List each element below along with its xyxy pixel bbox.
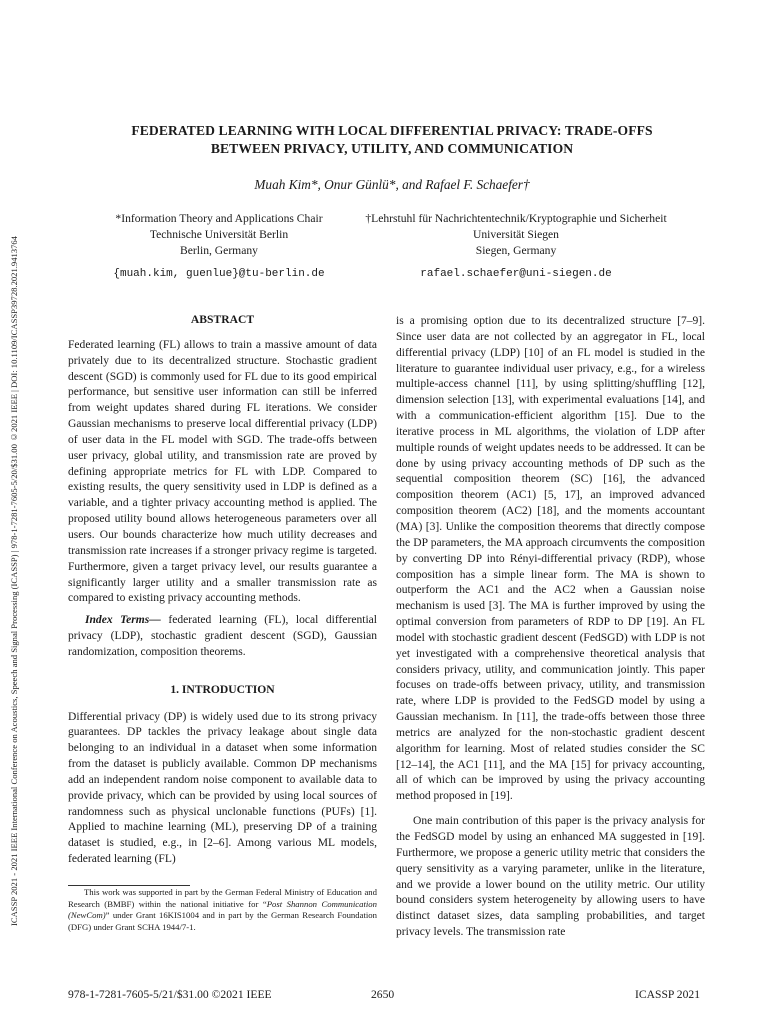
footnote-text-a: This work was supported in part by the German Federal Ministry of Education and Research (BMBF) within the national initiative for “ xyxy=(68,887,377,909)
footer-conference: ICASSP 2021 xyxy=(635,988,700,1001)
paper-title xyxy=(60,122,724,158)
affiliation-left-line-2: Technische Universität Berlin xyxy=(149,228,289,241)
affiliation-right xyxy=(346,211,686,282)
index-terms xyxy=(68,613,377,661)
footer-page-number: 2650 xyxy=(371,988,395,1001)
affiliation-right-line-1: †Lehrstuhl für Nachrichtentechnik/Kryptographie und Sicherheit xyxy=(365,212,667,225)
affiliation-right-line-3: Siegen, Germany xyxy=(475,244,557,257)
abstract-heading: ABSTRACT xyxy=(190,313,255,326)
affiliation-left-line-3: Berlin, Germany xyxy=(180,244,258,257)
affiliation-left-line-1: *Information Theory and Applications Chair xyxy=(115,212,323,225)
left-column xyxy=(68,312,377,868)
abstract-body: Federated learning (FL) allows to train a massive amount of data privately due to its decentralized structure. Stochastic gradient descent (SGD) is commonly used for FL due to its good empirical performance, but sensitive user information can still be inferred from weight updates shared during FL iterations. We consider Gaussian mechanisms to preserve local differential privacy (LDP) of user data in the FL model with SGD. The trade-offs between user privacy, global utility, and transmission rate are proved by defining appropriate metrics for FL with LDP. Compared to existing results, the query sensitivity used in LDP is defined as a variable, and a tighter privacy accounting method is applied. The proposed utility bound allows heterogeneous parameters over all users. Our bounds characterize how much utility decreases and transmission rate increases if a stronger privacy regime is targeted. Furthermore, given a target privacy level, our results guarantee a significantly larger utility and a smaller transmission rate as compared to existing privacy accounting methods. xyxy=(68,338,377,605)
footer-isbn: 978-1-7281-7605-5/21/$31.00 ©2021 IEEE xyxy=(68,988,272,1001)
index-terms-label: Index Terms— xyxy=(85,614,161,627)
introduction-paragraph-1: Differential privacy (DP) is widely used due to its strong privacy guarantees. DP tackles the privacy leakage about single data belonging to an individual in a dataset when some information from the dataset is publicly available. Common DP mechanisms add an independent random noise component to available data to provide privacy, which can be provided by using local sources of randomness such as physical unclonable functions (PUFs) [1]. Applied to machine learning (ML), preserving DP of a training dataset is studied, e.g., in [2–6]. Among various ML models, federated learning (FL) xyxy=(68,710,377,866)
doi-side-stamp: ICASSP 2021 - 2021 IEEE International Conference on Acoustics, Speech and Signal Processing (ICASSP) | 978-1-7281-7605-5/20/$31.00 ©2021 IEEE | DOI: 10.1109/ICASSP39728.2021.9413764 xyxy=(9,236,19,926)
introduction-heading: 1. INTRODUCTION xyxy=(170,682,275,696)
footnote-italic: Post Shannon Communication (NewCom) xyxy=(68,898,377,921)
paper-title-line-1: FEDERATED LEARNING WITH LOCAL DIFFERENTIAL PRIVACY: TRADE-OFFS xyxy=(131,123,653,138)
index-terms-text: federated learning (FL), local differential privacy (LDP), stochastic gradient descent (SGD), Gaussian randomization, composition theorems. xyxy=(68,614,377,658)
footnote-rule xyxy=(68,885,190,886)
right-column xyxy=(396,314,705,941)
footnote-text-b: ” under Grant 16KIS1004 and in part by the German Research Foundation (DFG) under Grant SCHA 1944/7-1. xyxy=(68,910,377,932)
funding-footnote xyxy=(68,887,377,933)
affiliation-left-email[interactable]: {muah.kim, guenlue}@tu-berlin.de xyxy=(113,268,325,280)
affiliation-left xyxy=(86,211,352,282)
introduction-paragraph-1-continued: is a promising option due to its decentralized structure [7–9]. Since user data are not collected by an aggregator in FL, local differential privacy (LDP) [10] of an FL model is studied in the literature to guarantee individual user privacy, e.g., for a wireless multiple-access channel [11], by using splitting/shuffling [12], dimension selection [13], with experimental evaluations [14], and with a communication-efficient algorithm [15]. Due to the iterative process in ML algorithms, the violation of LDP after multiple rounds of weight updates needs to be addressed. It can be done by using privacy accounting methods of DP such as the sequential composition theorem (SC) [16], the advanced composition theorem (AC1) [5, 17], an improved advanced composition theorem (AC2) [18], and the moments accountant (MA) [3]. Unlike the composition theorems that directly compose the DP parameters, the MA approach circumvents the composition by converting DP into Rényi-differential privacy (RDP), whose composition has a simple linear form. The MA is shown to outperform the AC1 and the AC2 when a Gaussian noise mechanism is used [3]. The MA is further improved by using the optimal conversion from parameters of RDP to DP [19]. An FL model with stochastic gradient descent (FedSGD) with LDP is not yet investigated with a comprehensive theoretical analysis that considers privacy, utility, and communication jointly. This paper focuses on trade-offs between privacy, utility, and transmission rate, where LDP is provided to the FedSGD model by using a Gaussian mechanism. In [11], the trade-offs between those three metrics are analyzed for the non-stochastic gradient descent algorithm for learning. Most of related studies consider the SC [12–14], the AC1 [11], and the MA [15] for privacy accounting, all of which can be improved by using the privacy accounting method proposed in [19]. xyxy=(396,315,705,803)
affiliation-right-line-2: Universität Siegen xyxy=(473,228,559,241)
affiliation-right-email[interactable]: rafael.schaefer@uni-siegen.de xyxy=(420,268,612,280)
author-list: Muah Kim*, Onur Günlü*, and Rafael F. Schaefer† xyxy=(254,177,530,192)
introduction-paragraph-2: One main contribution of this paper is the privacy analysis for the FedSGD model by using an enhanced MA suggested in [19]. Furthermore, we propose a generic utility metric that considers the query sensitivity as a varying parameter, unlike in the literature, and we provide a lower bound on the utility metric. Our utility bound considers system heterogeneity by allowing users to have distinct dataset sizes, data sampling probabilities, and target privacy levels. The transmission rate xyxy=(396,815,705,939)
paper-title-line-2: BETWEEN PRIVACY, UTILITY, AND COMMUNICATION xyxy=(210,141,574,156)
